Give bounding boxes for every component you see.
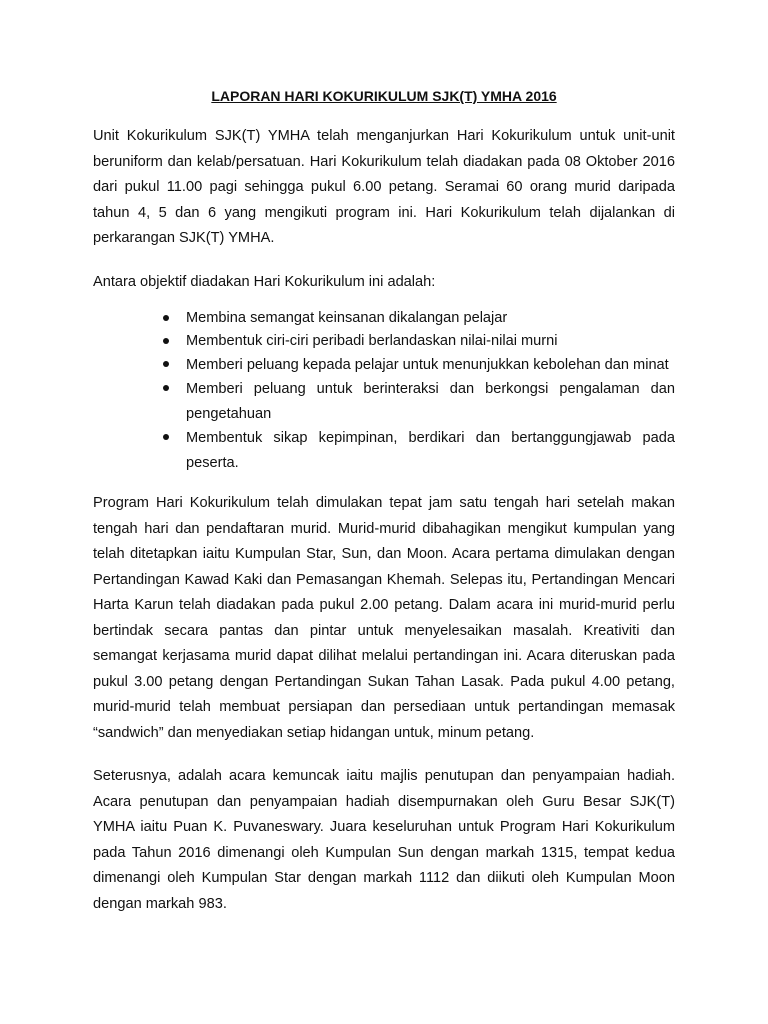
objective-text: Memberi peluang untuk berinteraksi dan berkongsi pengalaman dan pengetahuan [186, 381, 675, 422]
paragraph-closing: Seterusnya, adalah acara kemuncak iaitu majlis penutupan dan penyampaian hadiah. Acara penutupan dan penyampaian hadiah disempurnakan oleh Guru Besar SJK(T) YMHA iaitu Puan K. Puvaneswary. Juara keseluruhan untuk Program Hari Kokurikulum pada Tahun 2016 dimenangi oleh Kumpulan Sun dengan markah 1315, tempat kedua dimenangi oleh Kumpulan Star dengan markah 1112 dan diikuti oleh Kumpulan Moon dengan markah 983. [93, 768, 675, 912]
objective-text: Membina semangat keinsanan dikalangan pelajar [186, 309, 508, 326]
document-title: LAPORAN HARI KOKURIKULUM SJK(T) YMHA 2016 [211, 88, 557, 104]
list-item [163, 330, 675, 353]
bullet-icon [163, 338, 169, 344]
list-item [163, 353, 675, 378]
bullet-icon [163, 385, 169, 391]
objective-text: Membentuk sikap kepimpinan, berdikari dan bertanggungjawab pada peserta. [186, 430, 675, 471]
bullet-icon [163, 361, 169, 367]
document-page [93, 86, 675, 935]
paragraph-program: Program Hari Kokurikulum telah dimulakan tepat jam satu tengah hari setelah makan tengah hari dan pendaftaran murid. Murid-murid dibahagikan mengikut kumpulan yang telah ditetapkan iaitu Kumpulan Star, Sun, dan Moon. Acara pertama dimulakan dengan Pertandingan Kawad Kaki dan Pemasangan Khemah. Selepas itu, Pertandingan Mencari Harta Karun telah diadakan pada pukul 2.00 petang. Dalam acara ini murid-murid perlu bertindak secara pantas dan pintar untuk menyelesaikan masalah. Kreativiti dan semangat kerjasama murid dapat dilihat melalui pertandingan ini. Acara diteruskan pada pukul 3.00 petang dengan Pertandingan Sukan Tahan Lasak. Pada pukul 4.00 petang, murid-murid telah membuat persiapan dan persediaan untuk pertandingan memasak “sandwich” dan menyediakan setiap hidangan untuk, minum petang. [93, 495, 675, 741]
bullet-icon [163, 315, 169, 321]
objectives-list [93, 307, 675, 476]
list-item [163, 426, 675, 475]
objective-text: Memberi peluang kepada pelajar untuk menunjukkan kebolehan dan minat [186, 356, 669, 373]
bullet-icon [163, 434, 169, 440]
list-item [163, 377, 675, 426]
paragraph-introduction: Unit Kokurikulum SJK(T) YMHA telah menganjurkan Hari Kokurikulum untuk unit-unit beruniform dan kelab/persatuan. Hari Kokurikulum telah diadakan pada 08 Oktober 2016 dari pukul 11.00 pagi sehingga pukul 6.00 petang. Seramai 60 orang murid daripada tahun 4, 5 dan 6 yang mengikuti program ini. Hari Kokurikulum telah dijalankan di perkarangan SJK(T) YMHA. [93, 128, 675, 246]
list-item [163, 307, 675, 330]
objective-text: Membentuk ciri-ciri peribadi berlandaskan nilai-nilai murni [186, 332, 558, 349]
objectives-intro: Antara objektif diadakan Hari Kokurikulum ini adalah: [93, 273, 436, 290]
